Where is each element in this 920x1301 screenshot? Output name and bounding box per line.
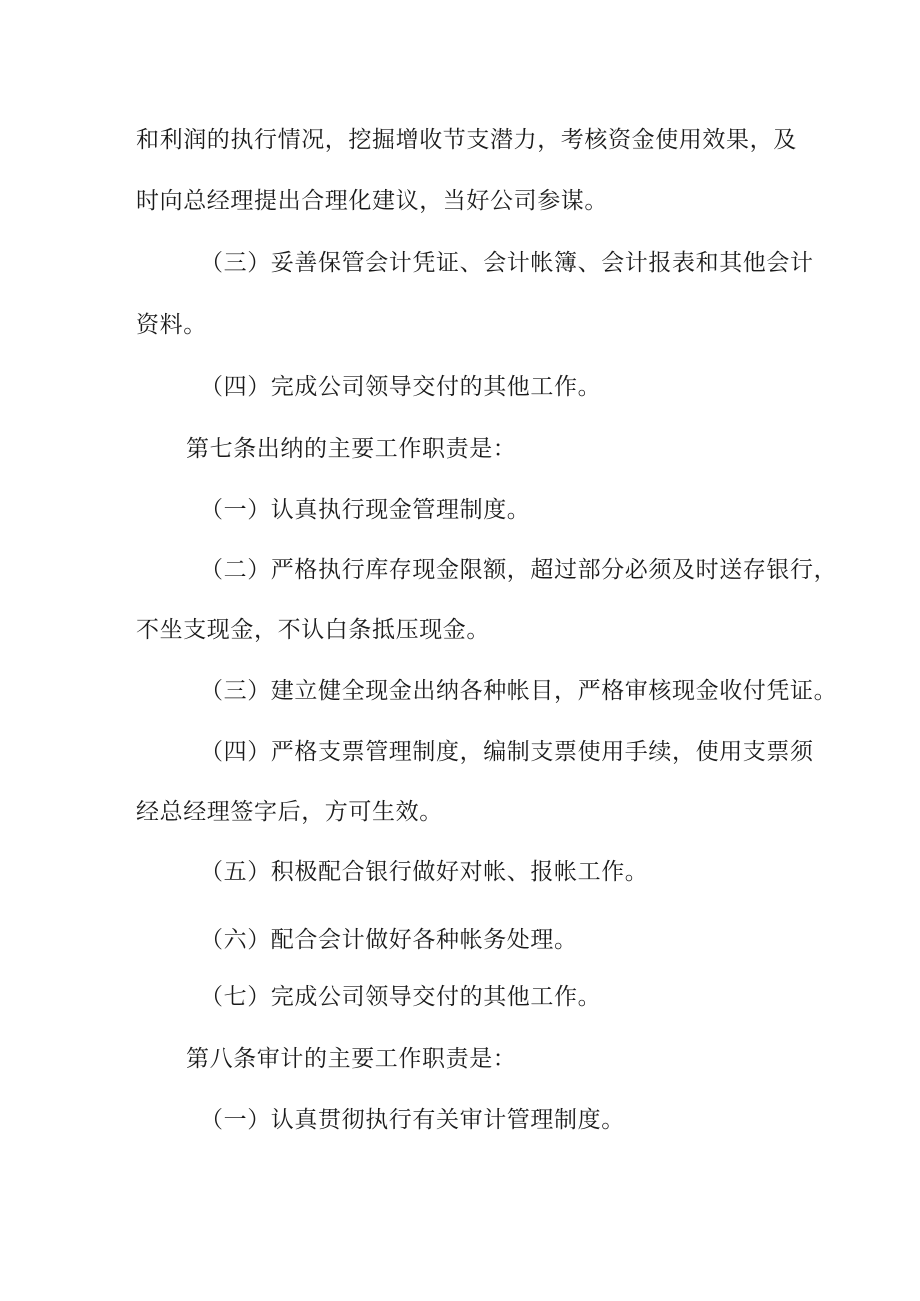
text-line: （六）配合会计做好各种帐务处理。 [200,927,578,953]
article-heading: 第七条出纳的主要工作职责是： [186,436,517,462]
article-heading: 第八条审计的主要工作职责是： [186,1046,517,1072]
text-line: 和利润的执行情况，挖掘增收节支潜力，考核资金使用效果，及 [136,127,797,153]
text-line: （二）严格执行库存现金限额，超过部分必须及时送存银行， [200,557,838,583]
text-line: 时向总经理提出合理化建议，当好公司参谋。 [136,188,608,214]
text-line: 不坐支现金，不认白条抵压现金。 [136,617,490,643]
text-line: （四）严格支票管理制度，编制支票使用手续，使用支票须 [200,739,814,765]
text-line: （三）妥善保管会计凭证、会计帐簿、会计报表和其他会计 [200,250,814,276]
text-line: （七）完成公司领导交付的其他工作。 [200,984,602,1010]
text-line: （五）积极配合银行做好对帐、报帐工作。 [200,859,649,885]
text-line: （一）认真贯彻执行有关审计管理制度。 [200,1107,625,1133]
text-line: 资料。 [136,312,207,338]
text-line: （三）建立健全现金出纳各种帐目，严格审核现金收付凭证。 [200,678,838,704]
text-line: （一）认真执行现金管理制度。 [200,497,531,523]
text-line: 经总经理签字后，方可生效。 [136,799,443,825]
text-line: （四）完成公司领导交付的其他工作。 [200,374,602,400]
